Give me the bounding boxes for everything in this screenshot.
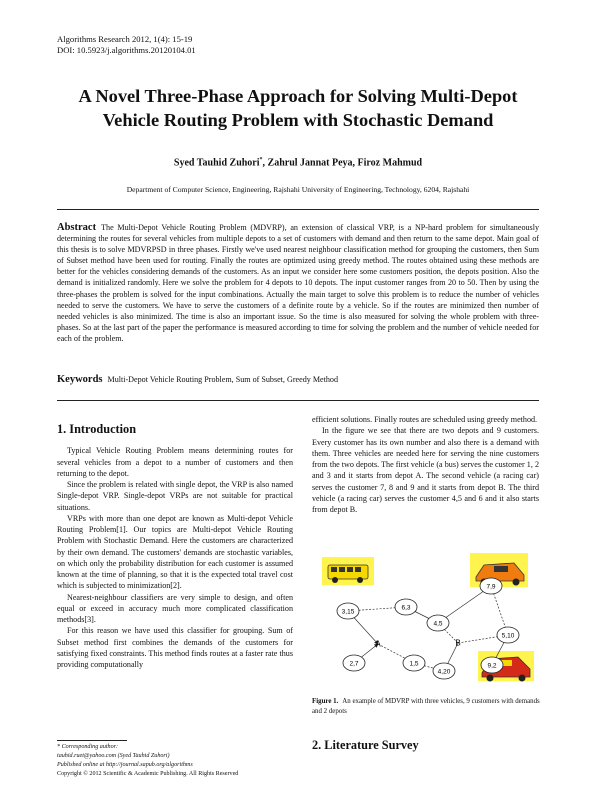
keywords-label: Keywords — [57, 374, 103, 385]
node-label: 2,7 — [349, 660, 359, 668]
title-line-1: A Novel Three-Phase Approach for Solving Multi-Depot — [78, 86, 518, 106]
mid-rule — [57, 400, 539, 401]
intro-paragraph-6: In the figure we see that there are two depots and 9 customers. Every customer has its own number and also there is a demand with them. Three vehicles are needed here for serving the nine customers from the two depots. The first vehicle (a bus) serves the customer 1, 2 and 3 and it starts from depot A. The second vehicle (a racing car) serves the customer 7, 8 and 9 and it starts from depot B. The third vehicle (a racing car) serves the customer 4,5 and 6 and it also starts from depot B. — [312, 426, 539, 514]
figure-caption-label: Figure 1. — [312, 698, 339, 705]
abstract-label: Abstract — [57, 222, 97, 233]
node-label: 7,9 — [486, 583, 496, 591]
figure-mdvrp — [318, 551, 536, 687]
figure-caption-text: An example of MDVRP with three vehicles, 9 customers with demands and 2 depots — [312, 698, 540, 715]
footnotes — [57, 743, 297, 779]
node-label: 3,15 — [341, 608, 355, 616]
footnote-copyright: Copyright © 2012 Scientific & Academic Publishing. All Rights Reserved — [57, 771, 239, 777]
node-label: 5,10 — [501, 632, 515, 640]
intro-paragraph-1: Typical Vehicle Routing Problem means determining routes for several vehicles from a depot to a number of customers and then returning to the depot. — [57, 446, 293, 478]
abstract — [57, 222, 539, 344]
abstract-text: The Multi-Depot Vehicle Routing Problem (MDVRP), an extension of classical VRP, is a NP-hard problem for simultaneously determining the routes for several vehicles from multiple depots to a set of customers with demand and then return to the same depot. Main goal of this thesis is to solve MDVRPSD in three phases. Firstly we've used nearest neighbour classification method for grouping the customers, then Sum of Subset method have been used for routing. Finally the routes are optimized using greedy method. The routes obtained using these methods are better for the vehicles considering demands of the customers. As an input we consider here some customers position, the depots position. Also the demand is initialized randomly. Here we solve the problem for 4 depots to 10 depots. The input customer ranges from 20 to 50. Then by using the three-phases the problem is solved for the input combinations. Actually the main target to solve this problem is to reduce the number of vehicles needed to serve the customers. We have to serve the customers of a definite route by a vehicle. So if the routes are minimized then number of needed vehicles is also minimized. The time is also an important issue. So the time is also measured for solving the whole problem with three-phases. So at the last part of the paper the performance is measured according to time for solving the problem and the number of vehicle needed for each of the problem. — [57, 223, 539, 343]
section-heading-literature: 2. Literature Survey — [312, 738, 419, 752]
author-list — [30, 157, 566, 168]
intro-continuation: efficient solutions. Finally routes are scheduled using greedy method. — [312, 415, 538, 424]
depot-label: B — [455, 638, 461, 648]
graph-node — [497, 627, 519, 643]
figure-caption — [312, 697, 540, 717]
node-label: 6,3 — [401, 604, 411, 612]
depot-label: A — [375, 639, 381, 649]
graph-node — [455, 639, 460, 648]
node-label: 4,20 — [437, 668, 451, 676]
corresponding-marker: * — [259, 157, 263, 163]
right-column — [312, 414, 539, 515]
graph-node — [337, 603, 359, 619]
figure-diagram — [318, 551, 536, 687]
footnote-corresponding: * Corresponding author: — [57, 744, 119, 750]
keywords — [57, 374, 539, 385]
graph-node — [403, 655, 425, 671]
intro-paragraph-3: VRPs with more than one depot are known as Multi-depot Vehicle Routing Problem[1]. Our topics are Multi-depot Vehicle Routing Problem with Stochastic Demand. Here the customers are characterized by their own demand. The customers' demands are stochastic variables, on which only the probability distribution for each customer is assumed known at the time of planning, so that it is the expected total travel cost which is subjected to minimization[2]. — [57, 513, 293, 591]
graph-node — [395, 599, 417, 615]
journal-citation: Algorithms Research 2012, 1(4): 15-19 — [57, 34, 193, 44]
graph-node — [343, 655, 365, 671]
keywords-text: Multi-Depot Vehicle Routing Problem, Sum of Subset, Greedy Method — [107, 375, 339, 384]
intro-paragraph-4: Nearest-neighbour classifiers are very simple to design, and often equal or exceed in accuracy much more complicated classification methods[3]. — [57, 592, 293, 624]
graph-node — [375, 640, 381, 649]
paper-title — [30, 84, 566, 132]
doi: DOI: 10.5923/j.algorithms.20120104.01 — [57, 45, 196, 55]
journal-header — [57, 34, 196, 56]
footnote-rule — [57, 740, 127, 741]
footnote-published: Published online at http://journal.sapub.org/algorithms — [57, 762, 193, 768]
graph-node — [427, 615, 449, 631]
node-label: 9,2 — [487, 662, 497, 670]
author-rest: , Zahrul Jannat Peya, Firoz Mahmud — [262, 157, 423, 169]
affiliation: Department of Computer Science, Engineering, Rajshahi University of Engineering, Technology, 6204, Rajshahi — [126, 185, 470, 194]
node-label: 1,5 — [409, 660, 419, 668]
top-rule — [57, 209, 539, 210]
section-heading-introduction: 1. Introduction — [57, 422, 137, 436]
footnote-email: tauhid.ruet@yahoo.com (Syed Tauhid Zuhori) — [57, 753, 170, 759]
graph-node — [433, 663, 455, 679]
node-label: 4,5 — [433, 620, 443, 628]
author-first: Syed Tauhid Zuhori — [173, 157, 260, 169]
intro-paragraph-5: For this reason we have used this classifier for grouping. Sum of Subset method first combines the demands of the customers for satisfying fixed constraints. This method finds routes at a faster rate thus providing computationally — [57, 626, 293, 669]
intro-paragraph-2: Since the problem is related with single depot, the VRP is also named Single-depot VRP. Single-depot VRPs are not suitable for practical situations. — [57, 480, 293, 512]
left-column — [57, 424, 293, 670]
title-line-2: Vehicle Routing Problem with Stochastic Demand — [102, 110, 494, 130]
graph-node — [480, 578, 502, 594]
graph-node — [481, 657, 503, 673]
